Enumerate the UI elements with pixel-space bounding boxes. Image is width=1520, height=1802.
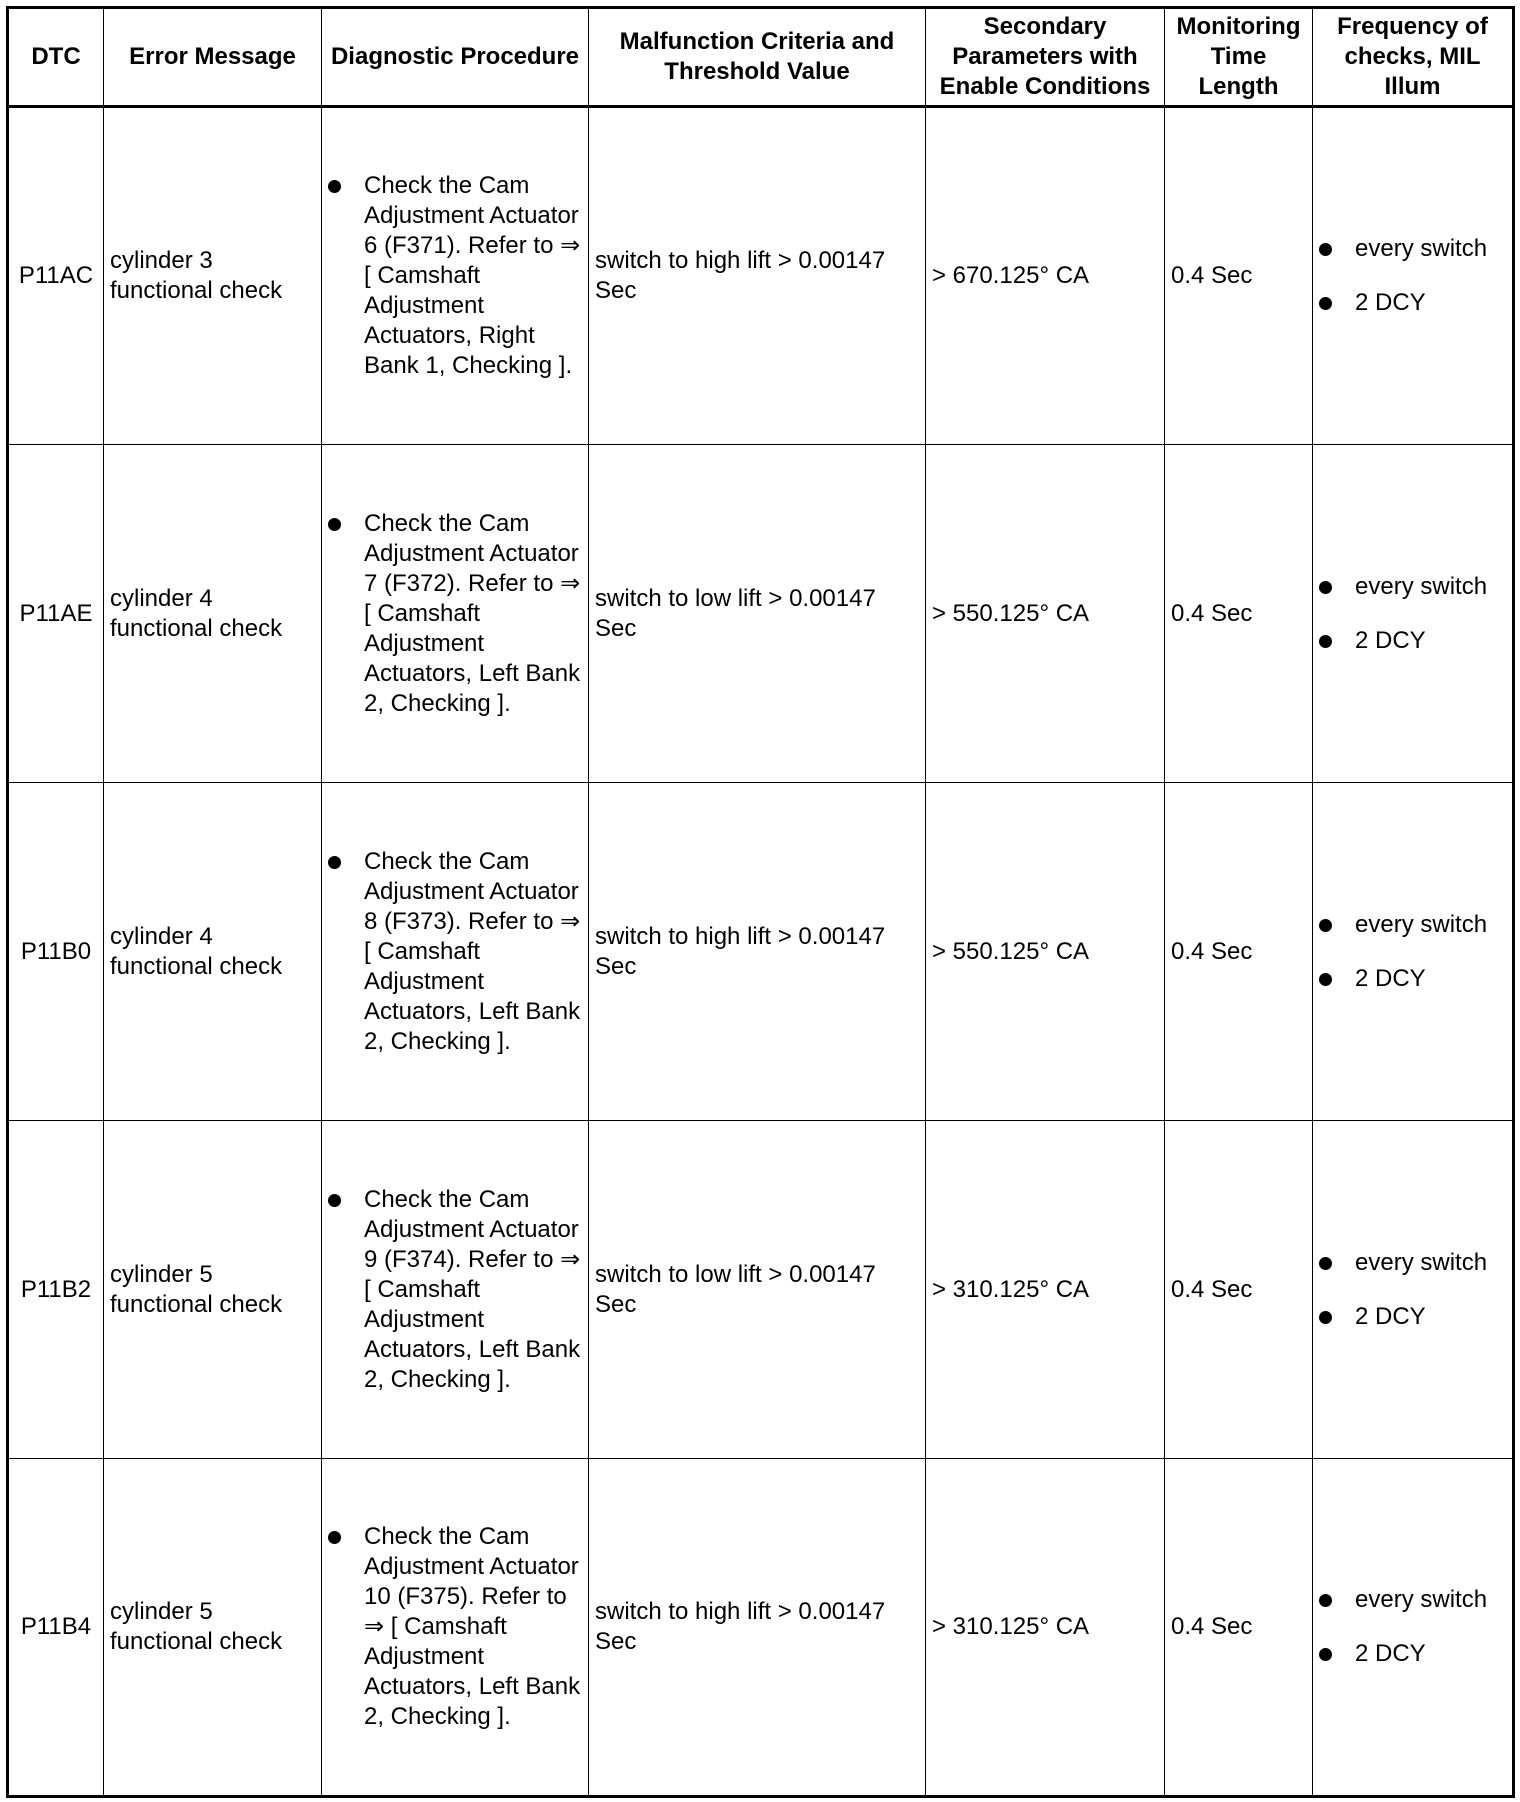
monitoring-time: 0.4 Sec [1165,783,1313,1121]
header-monitoring-time: Monitoring Time Length [1165,8,1313,107]
secondary-parameters: > 310.125° CA [926,1121,1165,1459]
frequency-item: every switch [1319,1248,1506,1278]
table-row [8,1459,1514,1797]
frequency-item: every switch [1319,1585,1506,1615]
diagnostic-procedure [322,783,589,1121]
dtc-code: P11AE [8,445,104,783]
malfunction-criteria: switch to low lift > 0.00147 Sec [589,1121,926,1459]
secondary-parameters: > 550.125° CA [926,783,1165,1121]
malfunction-criteria: switch to low lift > 0.00147 Sec [589,445,926,783]
error-message: cylinder 5 functional check [104,1459,322,1797]
header-dtc: DTC [8,8,104,107]
header-malfunction-criteria: Malfunction Criteria and Threshold Value [589,8,926,107]
frequency-cell [1313,1459,1514,1797]
header-frequency: Frequency of checks, MIL Illum [1313,8,1514,107]
table-row [8,445,1514,783]
secondary-parameters: > 670.125° CA [926,107,1165,445]
header-diagnostic-procedure: Diagnostic Procedure [322,8,589,107]
mil-item: 2 DCY [1319,288,1506,318]
procedure-item: Check the Cam Adjustment Actuator 8 (F373). Refer to ⇒ [ Camshaft Adjustment Actuators, Left Bank 2, Checking ]. [328,847,582,1057]
header-error-message: Error Message [104,8,322,107]
error-message: cylinder 3 functional check [104,107,322,445]
diagnostic-procedure [322,1121,589,1459]
procedure-item: Check the Cam Adjustment Actuator 9 (F374). Refer to ⇒ [ Camshaft Adjustment Actuators, Left Bank 2, Checking ]. [328,1185,582,1395]
error-message: cylinder 4 functional check [104,445,322,783]
table-row [8,107,1514,445]
malfunction-criteria: switch to high lift > 0.00147 Sec [589,1459,926,1797]
dtc-code: P11B2 [8,1121,104,1459]
frequency-cell [1313,1121,1514,1459]
malfunction-criteria: switch to high lift > 0.00147 Sec [589,107,926,445]
table-row [8,1121,1514,1459]
dtc-table [6,6,1515,1798]
monitoring-time: 0.4 Sec [1165,445,1313,783]
diagnostic-procedure [322,445,589,783]
mil-item: 2 DCY [1319,1302,1506,1332]
dtc-code: P11B4 [8,1459,104,1797]
frequency-item: every switch [1319,910,1506,940]
secondary-parameters: > 550.125° CA [926,445,1165,783]
procedure-item: Check the Cam Adjustment Actuator 7 (F372). Refer to ⇒ [ Camshaft Adjustment Actuators, Left Bank 2, Checking ]. [328,509,582,719]
mil-item: 2 DCY [1319,626,1506,656]
monitoring-time: 0.4 Sec [1165,1459,1313,1797]
dtc-code: P11AC [8,107,104,445]
diagnostic-procedure [322,1459,589,1797]
frequency-item: every switch [1319,572,1506,602]
frequency-cell [1313,107,1514,445]
mil-item: 2 DCY [1319,1639,1506,1669]
error-message: cylinder 4 functional check [104,783,322,1121]
diagnostic-procedure [322,107,589,445]
frequency-item: every switch [1319,234,1506,264]
header-secondary-parameters: Secondary Parameters with Enable Conditions [926,8,1165,107]
frequency-cell [1313,783,1514,1121]
secondary-parameters: > 310.125° CA [926,1459,1165,1797]
procedure-item: Check the Cam Adjustment Actuator 6 (F371). Refer to ⇒ [ Camshaft Adjustment Actuators, Right Bank 1, Checking ]. [328,171,582,381]
monitoring-time: 0.4 Sec [1165,1121,1313,1459]
frequency-cell [1313,445,1514,783]
error-message: cylinder 5 functional check [104,1121,322,1459]
malfunction-criteria: switch to high lift > 0.00147 Sec [589,783,926,1121]
procedure-item: Check the Cam Adjustment Actuator 10 (F375). Refer to ⇒ [ Camshaft Adjustment Actuators, Left Bank 2, Checking ]. [328,1522,582,1732]
dtc-code: P11B0 [8,783,104,1121]
header-row [8,8,1514,107]
mil-item: 2 DCY [1319,964,1506,994]
monitoring-time: 0.4 Sec [1165,107,1313,445]
table-row [8,783,1514,1121]
